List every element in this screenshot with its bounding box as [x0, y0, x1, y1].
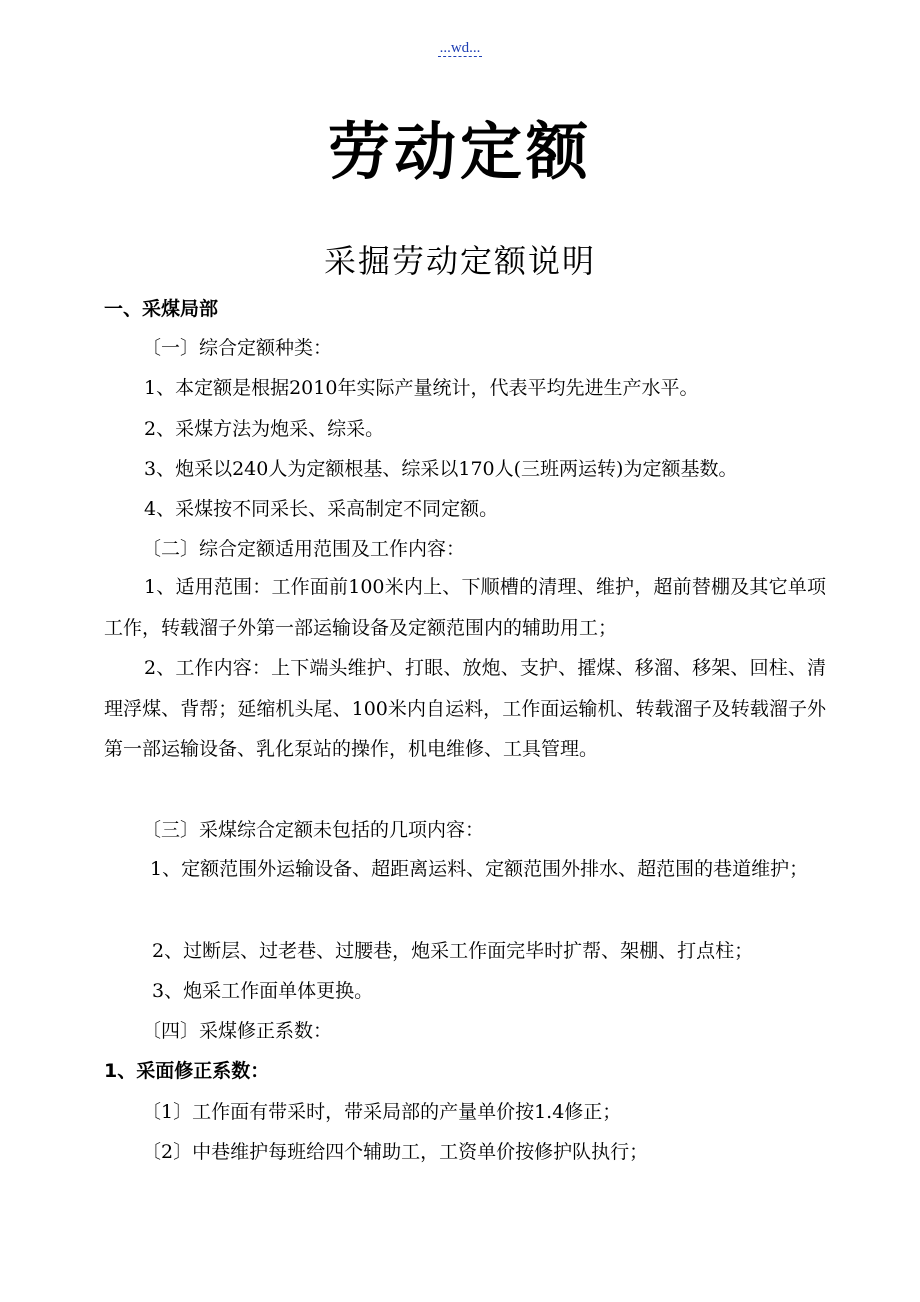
subsection-heading-1: 〔一〕综合定额种类：: [142, 337, 333, 359]
list-item: 〔1〕工作面有带采时，带采局部的产量单价按1.4修正；: [142, 1101, 622, 1123]
list-item: 〔2〕中巷维护每班给四个辅助工，工资单价按修护队执行；: [142, 1141, 649, 1163]
list-item: 4、采煤按不同采长、采高制定不同定额。: [144, 498, 499, 520]
list-item: 3、炮采工作面单体更换。: [152, 980, 374, 1002]
section-heading-coefficients: 1、采面修正系数：: [104, 1060, 270, 1082]
subsection-heading-4: 〔四〕采煤修正系数：: [142, 1020, 333, 1042]
section-heading-coal-mining: 一、采煤局部: [104, 298, 219, 320]
document-subtitle: 采掘劳动定额说明: [323, 242, 596, 280]
list-item: 3、炮采以240人为定额根基、综采以170人(三班两运转)为定额基数。: [144, 458, 738, 480]
header-mark: ...wd...: [439, 40, 481, 56]
paragraph-scope: 1、适用范围：工作面前100米内上、下顺槽的清理、维护，超前替棚及其它单项工作，转载溜子外第一部运输设备及定额范围内的辅助用工；: [104, 576, 826, 639]
paragraph-work-content: 2、工作内容：上下端头维护、打眼、放炮、支护、攉煤、移溜、移架、回柱、清理浮煤、背帮；延缩机头尾、100米内自运料，工作面运输机、转载溜子及转载溜子外第一部运输设备、乳化泵站的操作，机电维修、工具管理。: [104, 657, 826, 760]
subsection-heading-3: 〔三〕采煤综合定额未包括的几项内容：: [142, 819, 485, 841]
list-item: 2、过断层、过老巷、过腰巷，炮采工作面完毕时扩帮、架棚、打点柱；: [152, 940, 754, 962]
list-item: 1、本定额是根据2010年实际产量统计，代表平均先进生产水平。: [144, 377, 699, 399]
subsection-heading-2: 〔二〕综合定额适用范围及工作内容：: [142, 538, 466, 560]
list-item: 2、采煤方法为炮采、综采。: [144, 418, 385, 440]
document-title: 劳动定额: [327, 115, 592, 188]
paragraph-exclusions: 1、定额范围外运输设备、超距离运料、定额范围外排水、超范围的巷道维护；: [150, 858, 809, 880]
